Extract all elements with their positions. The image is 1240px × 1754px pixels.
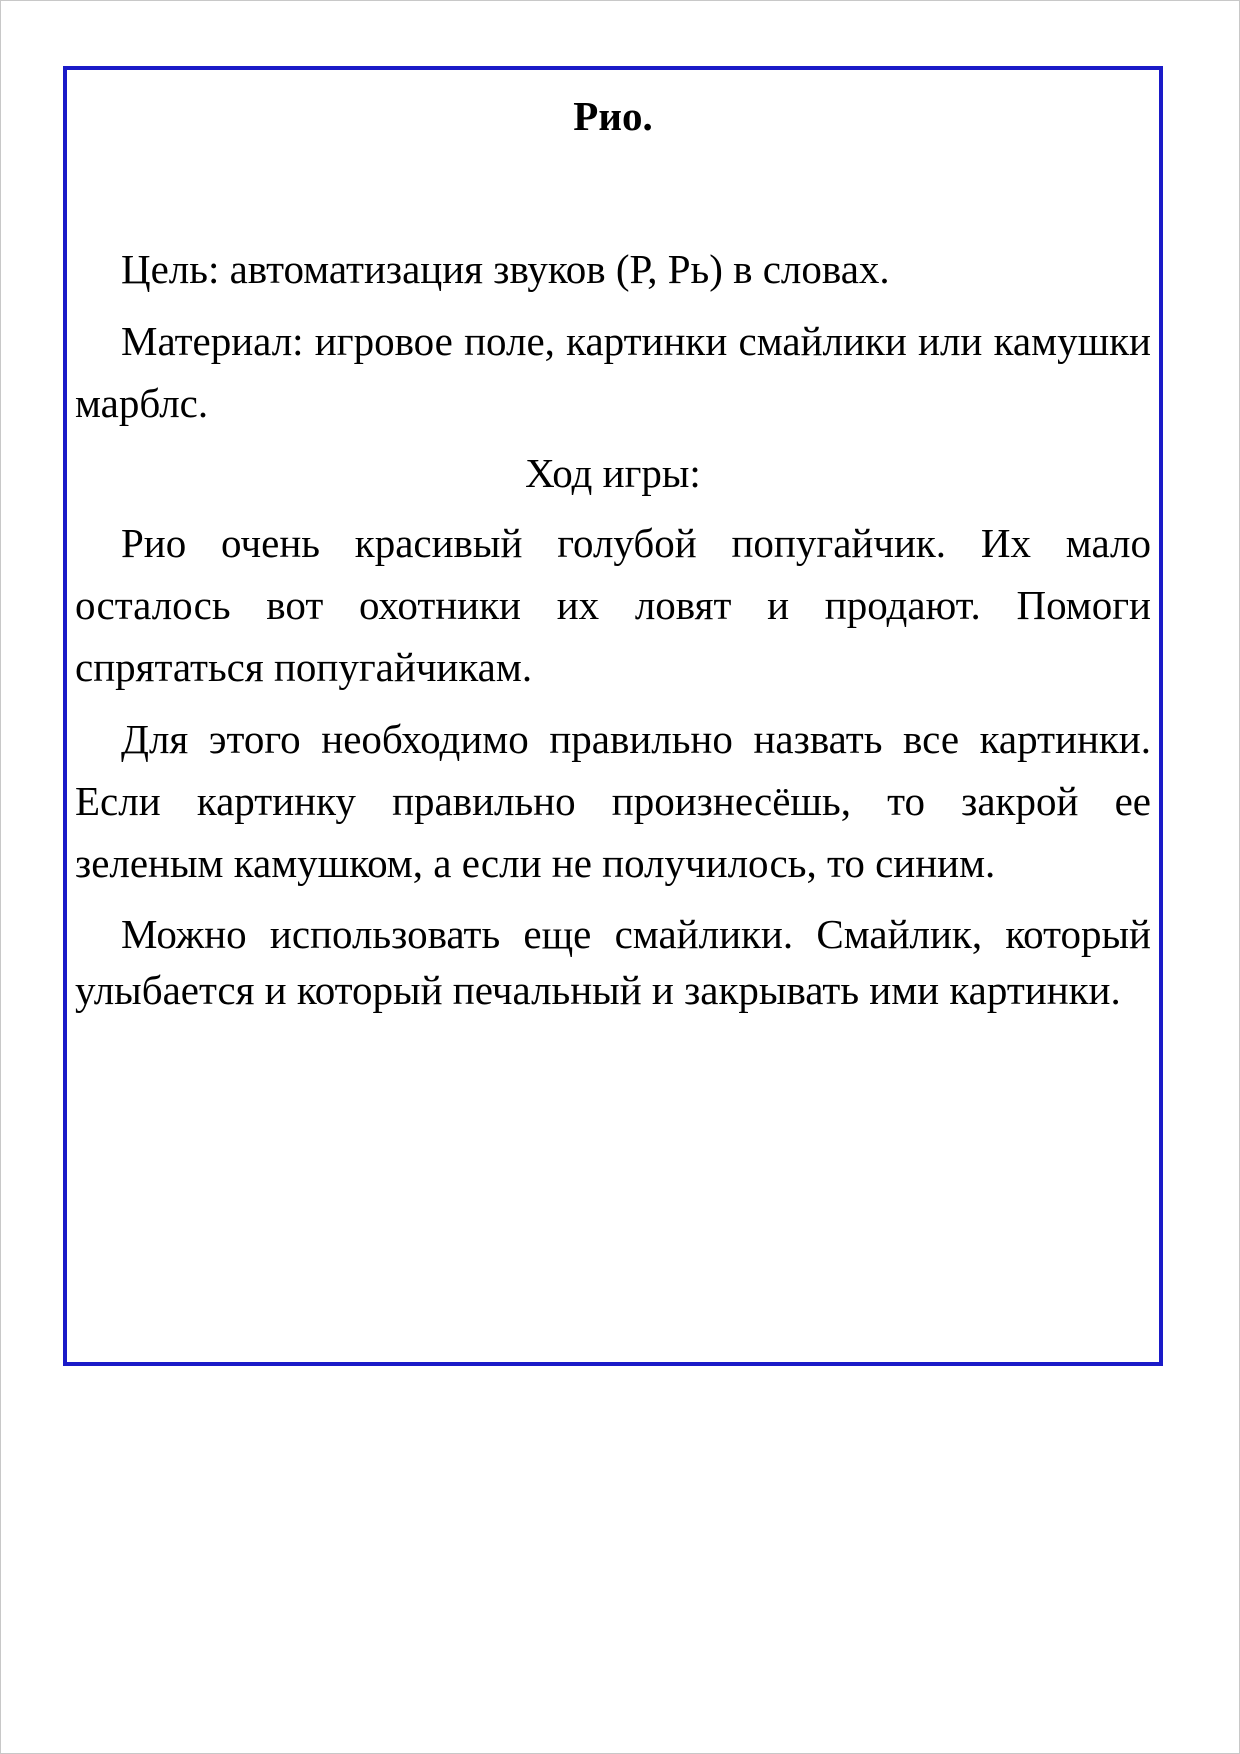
- story-paragraph: Рио очень красивый голубой попугайчик. Их мало осталось вот охотники их ловят и продают. Помоги спрятаться попугайчикам.: [75, 520, 1151, 690]
- material-paragraph: Материал: игровое поле, картинки смайлики или камушки марблс.: [75, 318, 1151, 426]
- game-heading: Ход игры:: [525, 450, 701, 496]
- extra-paragraph: Можно использовать еще смайлики. Смайлик, который улыбается и который печальный и закрывать ими картинки.: [75, 911, 1151, 1013]
- document-title: Рио.: [573, 93, 653, 139]
- content-frame: [63, 66, 1163, 1366]
- rules-paragraph: Для этого необходимо правильно назвать все картинки. Если картинку правильно произнесёшь, то закрой ее зеленым камушком, а если не получилось, то синим.: [75, 716, 1151, 886]
- goal-paragraph: Цель: автоматизация звуков (Р, Рь) в словах.: [121, 246, 890, 292]
